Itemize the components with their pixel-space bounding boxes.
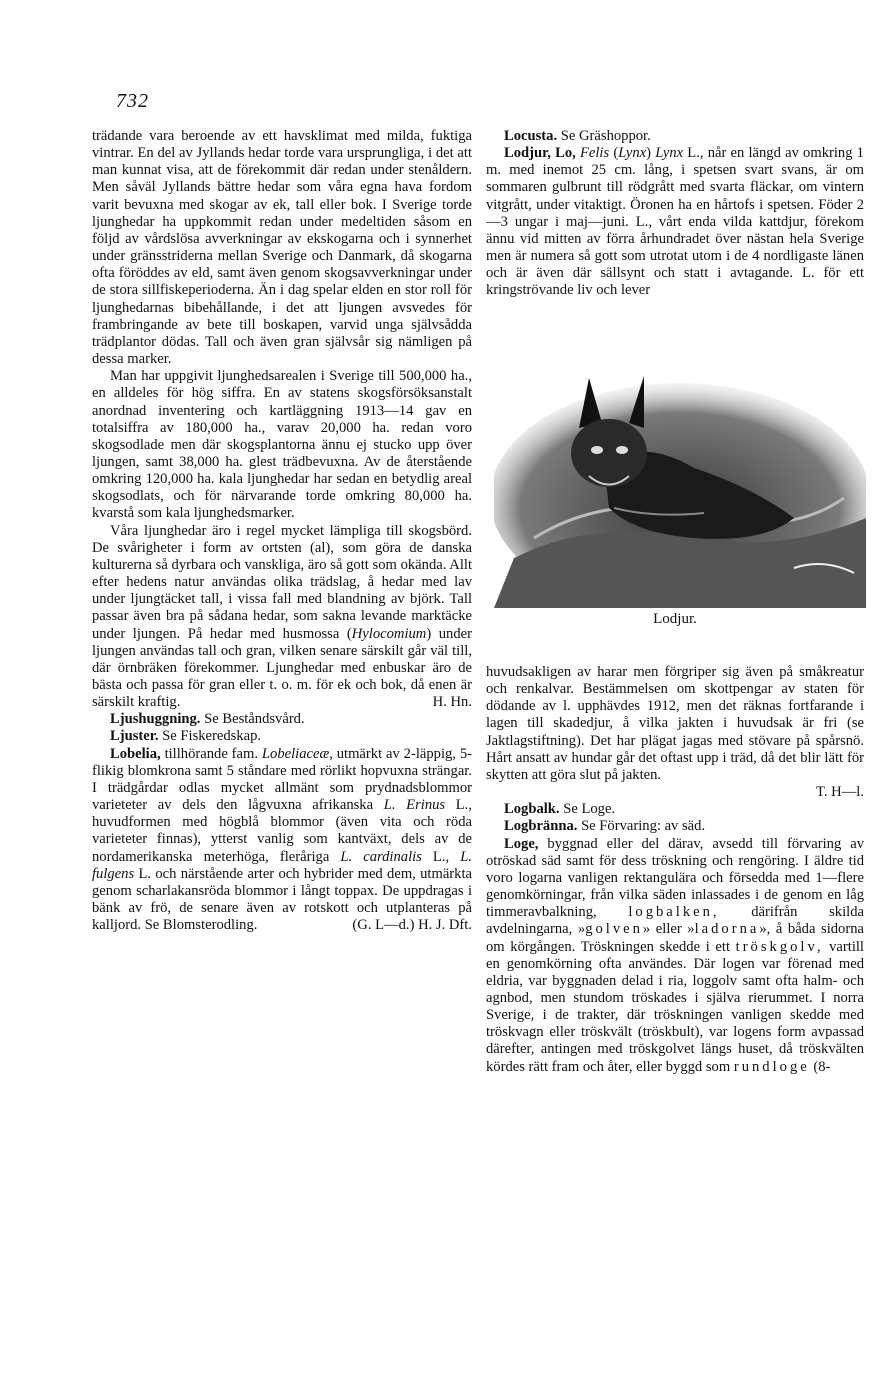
spaced-term: tröskgolv, (735, 938, 824, 955)
lynx-illustration (494, 368, 866, 630)
spaced-term: logbalken, (628, 904, 720, 921)
headword: Loge, (504, 835, 539, 852)
entry-logbranna (486, 818, 864, 835)
entry-text: utmärkt av 2-läppig, 5-flikig blomkrona samt 5 ståndare med rörlikt hopvuxna strängar. I trädgårdar odlas mycket allmänt som prydnadsblommor varieteter av dels den lågvuxna afrikanska (92, 745, 472, 814)
entry-text: L. och närstående arter och hybrider med dem, utmärkta genom scharlakansröda blommor i långt toppax. De uppdragas i bänk av frö, de senare även av rotskott och utplanteras på kalljord. Se Blomsterodling. (92, 865, 472, 934)
entry-text: Se Gräshoppor. (560, 128, 651, 144)
entry-text: Se Förvaring: av säd. (581, 818, 706, 835)
entry-lodjur (486, 145, 864, 299)
entry-text: Se Beståndsvård. (204, 711, 305, 728)
headword: Lodjur, Lo, (504, 145, 576, 162)
author-signature: T. H—l. (816, 784, 864, 801)
author-signature: (G. L—d.) H. J. Dft. (352, 917, 472, 934)
italic-term: Hylocomium (351, 625, 427, 642)
entry-ljushuggning (92, 711, 472, 728)
paragraph (486, 664, 864, 801)
headword: Logbränna. (504, 818, 578, 835)
entry-text: L., når en längd av omkring 1 m. med inemot 25 cm. lång, i spetsen svart svans, är om sommaren gulbrunt till rödgrått med svarta fläckar, om vintern vitgrått, under vitaktigt. Öronen ha en hårtofs i spetsen. Föder 2—3 ungar i maj—juni. L., vårt enda vilda kattdjur, förekom ännu vid mitten av förra århundradet över nästan hela Sverige men är numera så gott som utrotat utom i de 4 nordligaste länen och är även där sällsynt och statt i avtagande. L. för ett kringströvande liv och lever (486, 145, 864, 299)
entry-text: Se Fiskeredskap. (162, 728, 262, 745)
paragraph (92, 128, 472, 368)
entry-text: », å båda sidorna om körgången. Tröskningen skedde i ett (486, 921, 864, 955)
entry-text: L., huvudformen med högblå blommor (även vita och röda varieteter finnas), ytterst vanlig som kantväxt, dels av de nordamerikanska meterhöga, fleråriga (92, 797, 472, 865)
entry-text: (8- (809, 1058, 831, 1075)
paragraph-text: Man har uppgivit ljunghedsarealen i Sverige till 500,000 ha., en alldeles för hög siffra. En av statens skogsförsöksanstalt anordnad inventering och kartläggning 1913—14 gav en totalsiffra av 180,000 ha., varav 20,000 ha. redan voro skogsodlade men där skogsplantorna ännu ej stucko upp över ljungen, samt 38,000 ha. glest trädbevuxna. Av de återstående omkring 120,000 ha. kala ljunghedar har sedan en betydlig areal skogsodlats, och för närvarande torde omkring 80,000 ha. kvarstå som kala ljunghedsmarker. (92, 368, 472, 522)
italic-term: L. fulgens (92, 848, 472, 882)
entry-text: L., (421, 848, 461, 865)
headword: Ljuster. (110, 728, 159, 745)
headword: Locusta. (504, 128, 558, 144)
paragraph (92, 368, 472, 522)
lynx-drawing (494, 368, 866, 608)
page-number: 732 (116, 90, 149, 112)
entry-text: därifrån skilda avdelningarna, » (486, 904, 864, 938)
entry-locusta (486, 128, 864, 145)
headword: Logbalk. (504, 801, 560, 818)
entry-text: byggnad eller del därav, avsedd till förvaring av otröskad säd samt för dess tröskning och rengöring. I äldre tid voro logarna vanligen rektangulära och försedda med 1—flere genomkörningar, från vilka säden inlassades i de genom en låg timmeravbalkning, (486, 835, 864, 921)
entry-ljuster (92, 728, 472, 745)
entry-text: » eller » (642, 921, 695, 938)
spaced-term: golven (585, 921, 643, 938)
italic-term: Lynx (655, 145, 684, 162)
paragraph-text: trädande vara beroende av ett havsklimat med milda, fuktiga vintrar. En del av Jyllands hedar torde vara ursprungliga, i det att man kunnat visa, att de förekommit där redan under stenåldern. Men såväl Jyllands bättre hedar som våra egna hava fordom varit bevuxna med skogar av ek, tall eller bok. I Sverige torde ljunghedar ha uppkommit redan under medeltiden såsom en följd av vårdslösa avverkningar av ekskogarna och i synnerhet under gränsstriderna mellan Sverige och Danmark, då skogarna ofta föröddes av eld, samt även genom skogsavverkningar under de stora sillfiskeperioderna. Än i dag spelar elden en stor roll för ljunghedarnas bibehållande, i det att ljungen avsvedes för frambringande av bete till boskapen, varvid unga självsådda trädplantor dödas. Tall och även gran självsår sig nämligen på dessa marker. (92, 128, 472, 368)
spaced-term: rundloge (733, 1058, 810, 1075)
right-column-top (486, 128, 864, 300)
author-signature: H. Hn. (432, 694, 472, 711)
spaced-term: ladorna (694, 921, 760, 938)
figure-caption: Lodjur. (653, 611, 697, 627)
entry-text: vartill en genomkörning ofta användes. Där logen var förenad med eldria, var byggnaden delad i ria, loggolv samt ofta halm- och agnbod, men stundom tröskades i själva rierummet. I norra Sverige, i de trakter, där tröskningen vanligen skedde med tröskvagn eller tröskvält (tröskbult), var logens form avpassad därefter, antingen med tröskgolvet längs huset, då tröskvälten kördes rätt fram och åter, eller byggd som (486, 938, 864, 1075)
italic-term: L. cardinalis (340, 848, 422, 865)
headword: Ljushuggning. (110, 711, 201, 728)
entry-text: ) (646, 145, 656, 162)
entry-text: tillhörande fam. (164, 745, 262, 762)
paragraph-text: ) under ljungen användas tall och gran, vilken senare särskilt går väl till, där örnbräken förekommer. Ljunghedar med enbuskar äro de bästa och passa för gran eller t. o. m. för ek och bok, då enen är särskilt kraftig. (92, 625, 472, 711)
italic-term: Felis (579, 145, 610, 162)
left-column (92, 128, 472, 934)
headword: Lobelia, (110, 745, 161, 762)
italic-term: L. Erinus (383, 797, 446, 814)
entry-loge (486, 836, 864, 1076)
entry-logbalk (486, 801, 864, 818)
entry-lobelia (92, 746, 472, 935)
paragraph-text: Våra ljunghedar äro i regel mycket lämpliga till skogsbörd. De svårigheter i form av ortsten (al), som göra de danska kulturerna så dyrbara och vanskliga, äro så gott som okända. Allt efter hedens natur användas olika trädslag, å hedar med lav under ljungtäcket tall, i vissa fall med blandning av björk. Tall passar även bra på sådana hedar, som sakna levande marktäcke under ljungen. På hedar med husmossa ( (92, 522, 472, 642)
paragraph (92, 523, 472, 712)
right-column-bottom (486, 664, 864, 1076)
italic-term: Lobeliaceæ, (261, 745, 333, 762)
italic-term: Lynx (618, 145, 647, 162)
entry-text: Se Loge. (563, 801, 616, 818)
paragraph-text: huvudsakligen av harar men förgriper sig även på småkreatur och renkalvar. Bestämmelsen om skottpengar av staten för dödande av l. upphävdes 1912, men det räknas fortfarande i lagen till skadedjur, å vilka jakten i huvudsak är fri (se Jaktlagstiftning). Det har plägat jagas med stövare på spårsnö. Hårt ansatt av hundar går det oftast upp i träd, då det blir lätt för skytten att göra slut på jakten. (486, 664, 864, 783)
entry-text: ( (609, 145, 619, 162)
